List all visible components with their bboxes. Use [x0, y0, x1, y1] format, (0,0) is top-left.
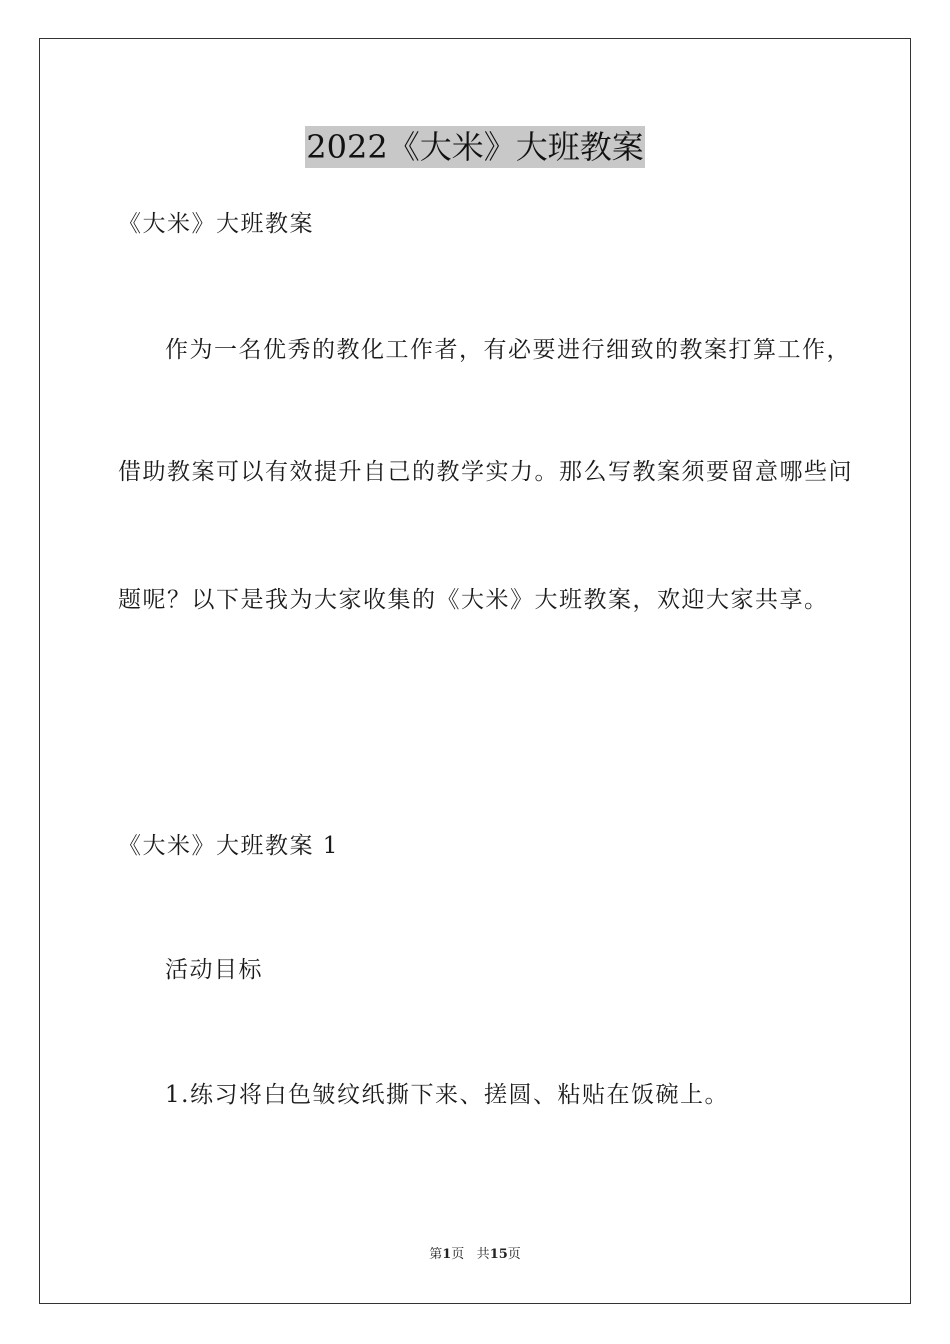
footer-page-suffix: 页: [451, 1247, 465, 1262]
intro-paragraph-line-1: 作为一名优秀的教化工作者，有必要进行细致的教案打算工作，: [165, 337, 851, 363]
page-footer: [0, 1246, 950, 1264]
title-container: [0, 126, 950, 168]
section-heading: 《大米》大班教案 1: [118, 833, 339, 859]
intro-paragraph-line-3: 题呢？以下是我为大家收集的《大米》大班教案，欢迎大家共享。: [118, 587, 829, 613]
footer-total-prefix: 共: [476, 1247, 490, 1262]
activity-goal-heading: 活动目标: [165, 957, 263, 983]
goal-item-1: 1.练习将白色皱纹纸撕下来、搓圆、粘贴在饭碗上。: [165, 1082, 729, 1108]
intro-paragraph-line-2: 借助教案可以有效提升自己的教学实力。那么写教案须要留意哪些问: [118, 459, 853, 485]
footer-total-pages: 15: [489, 1247, 508, 1262]
footer-page-prefix: 第: [429, 1247, 443, 1262]
footer-total-suffix: 页: [507, 1247, 521, 1262]
footer-page-number: 1: [442, 1247, 452, 1262]
document-title: 2022《大米》大班教案: [306, 128, 644, 166]
document-subtitle: 《大米》大班教案: [118, 211, 314, 237]
